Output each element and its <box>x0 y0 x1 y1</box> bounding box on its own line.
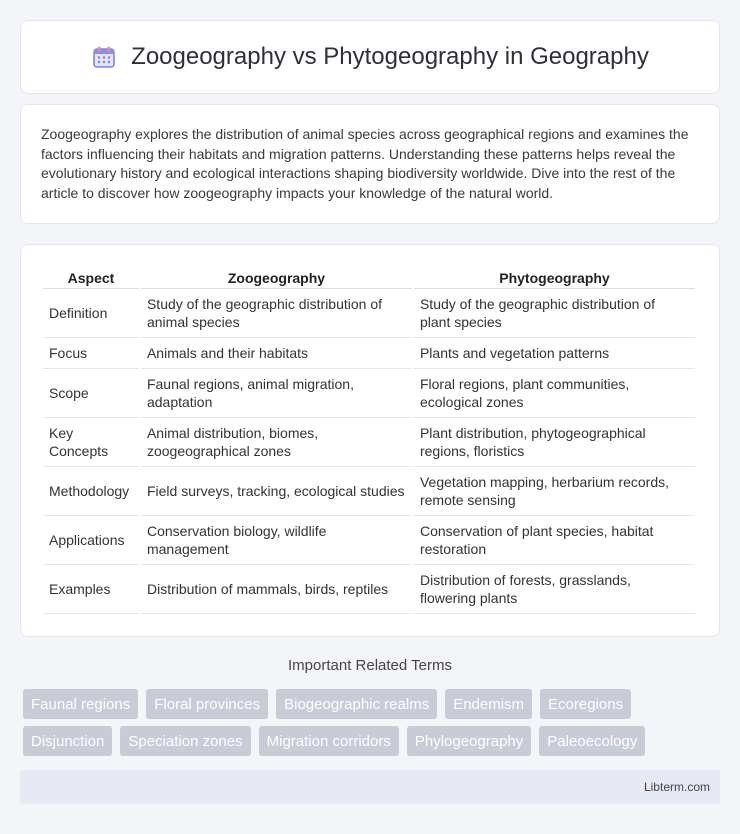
tag-paleoecology[interactable]: Paleoecology <box>539 726 645 756</box>
table-row <box>43 565 695 614</box>
table-header-row <box>43 265 695 289</box>
row-phyto: Plant distribution, phytogeographical regions, floristics <box>414 418 695 467</box>
row-aspect: Applications <box>43 516 139 565</box>
header-zoogeography: Zoogeography <box>141 265 412 289</box>
tag-faunal-regions[interactable]: Faunal regions <box>23 689 138 719</box>
tag-speciation-zones[interactable]: Speciation zones <box>120 726 250 756</box>
page-title: Zoogeography vs Phytogeography in Geography <box>131 43 649 70</box>
table-row <box>43 516 695 565</box>
row-aspect: Focus <box>43 338 139 369</box>
intro-card <box>20 104 720 224</box>
tag-migration-corridors[interactable]: Migration corridors <box>259 726 399 756</box>
calendar-icon <box>91 44 117 70</box>
row-zoo: Faunal regions, animal migration, adaptation <box>141 369 412 418</box>
row-zoo: Animals and their habitats <box>141 338 412 369</box>
comparison-table-card <box>20 244 720 637</box>
related-terms <box>23 689 723 763</box>
tag-row <box>23 689 723 719</box>
comparison-table <box>41 265 697 614</box>
row-phyto: Conservation of plant species, habitat restoration <box>414 516 695 565</box>
tag-endemism[interactable]: Endemism <box>445 689 532 719</box>
row-phyto: Plants and vegetation patterns <box>414 338 695 369</box>
footer-site[interactable]: Libterm.com <box>643 780 710 794</box>
row-aspect: Definition <box>43 289 139 338</box>
table-row <box>43 418 695 467</box>
header-aspect: Aspect <box>43 265 139 289</box>
tag-disjunction[interactable]: Disjunction <box>23 726 112 756</box>
row-zoo: Animal distribution, biomes, zoogeographical zones <box>141 418 412 467</box>
related-terms-title: Important Related Terms <box>288 657 452 674</box>
row-zoo: Distribution of mammals, birds, reptiles <box>141 565 412 614</box>
row-aspect: Examples <box>43 565 139 614</box>
row-phyto: Distribution of forests, grasslands, flowering plants <box>414 565 695 614</box>
row-zoo: Conservation biology, wildlife management <box>141 516 412 565</box>
title-card <box>20 20 720 94</box>
tag-phylogeography[interactable]: Phylogeography <box>407 726 531 756</box>
table-row <box>43 289 695 338</box>
row-aspect: Scope <box>43 369 139 418</box>
intro-text: Zoogeography explores the distribution of animal species across geographical regions and examines the factors influencing their habitats and migration patterns. Understanding these patterns helps reveal the evolutionary history and ecological interactions shaping biodiversity worldwide. Dive into the rest of the article to discover how zoogeography impacts your knowledge of the natural world. <box>41 126 689 201</box>
tag-row <box>23 726 723 756</box>
row-zoo: Study of the geographic distribution of animal species <box>141 289 412 338</box>
table-row <box>43 467 695 516</box>
tag-ecoregions[interactable]: Ecoregions <box>540 689 631 719</box>
tag-floral-provinces[interactable]: Floral provinces <box>146 689 268 719</box>
row-phyto: Vegetation mapping, herbarium records, remote sensing <box>414 467 695 516</box>
table-row <box>43 369 695 418</box>
row-zoo: Field surveys, tracking, ecological studies <box>141 467 412 516</box>
footer <box>20 770 720 804</box>
table-row <box>43 338 695 369</box>
row-aspect: Key Concepts <box>43 418 139 467</box>
tag-biogeographic-realms[interactable]: Biogeographic realms <box>276 689 437 719</box>
row-phyto: Floral regions, plant communities, ecological zones <box>414 369 695 418</box>
row-phyto: Study of the geographic distribution of plant species <box>414 289 695 338</box>
row-aspect: Methodology <box>43 467 139 516</box>
header-phytogeography: Phytogeography <box>414 265 695 289</box>
